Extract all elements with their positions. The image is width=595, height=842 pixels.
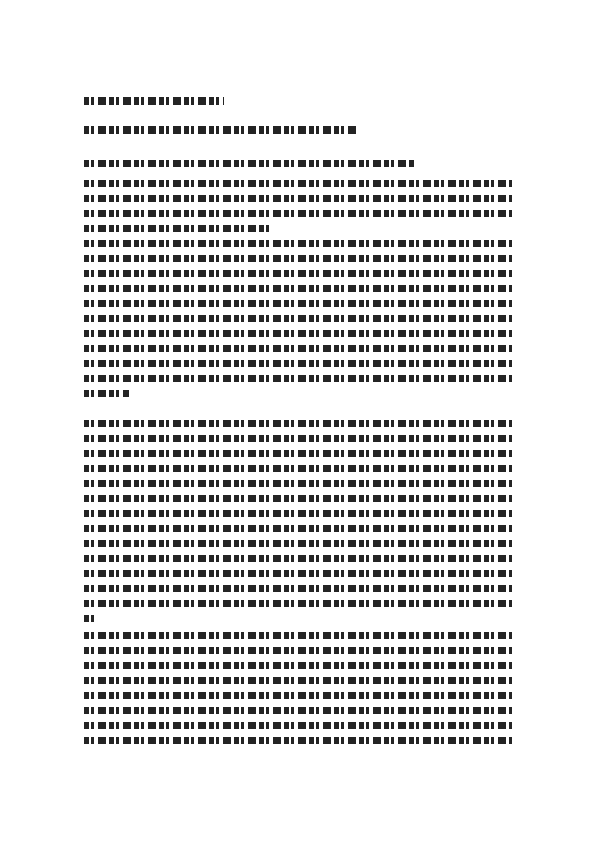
paragraph-line bbox=[84, 480, 512, 487]
paragraph-line bbox=[84, 420, 512, 427]
paragraph-line bbox=[84, 270, 512, 277]
paragraph-line bbox=[84, 180, 512, 187]
paragraph-line bbox=[84, 615, 94, 622]
paragraph-line bbox=[84, 210, 512, 217]
paragraph-line bbox=[84, 360, 512, 367]
paragraph-line bbox=[84, 255, 512, 262]
paragraph-line bbox=[84, 495, 512, 502]
paragraph-line bbox=[84, 390, 129, 397]
subheading-text bbox=[84, 126, 359, 134]
paragraph-line bbox=[84, 435, 512, 442]
paragraph-line bbox=[84, 225, 269, 232]
lead-line-text bbox=[84, 160, 414, 167]
paragraph-line bbox=[84, 662, 512, 669]
paragraph-line bbox=[84, 510, 512, 517]
paragraph-line bbox=[84, 345, 512, 352]
title-text bbox=[84, 97, 224, 105]
paragraph-line bbox=[84, 525, 512, 532]
paragraph-line bbox=[84, 465, 512, 472]
paragraph-line bbox=[84, 555, 512, 562]
paragraph-line bbox=[84, 330, 512, 337]
paragraph-line bbox=[84, 632, 512, 639]
paragraph-line bbox=[84, 315, 512, 322]
paragraph-line bbox=[84, 707, 512, 714]
paragraph-line bbox=[84, 647, 512, 654]
paragraph-line bbox=[84, 450, 512, 457]
paragraph-line bbox=[84, 722, 512, 729]
paragraph-line bbox=[84, 737, 512, 744]
paragraph-line bbox=[84, 300, 512, 307]
paragraph-line bbox=[84, 195, 512, 202]
paragraph-line bbox=[84, 692, 512, 699]
paragraph-line bbox=[84, 570, 512, 577]
paragraph-line bbox=[84, 677, 512, 684]
paragraph-line bbox=[84, 240, 512, 247]
paragraph-line bbox=[84, 285, 512, 292]
paragraph-line bbox=[84, 375, 512, 382]
paragraph-line bbox=[84, 540, 512, 547]
paragraph-line bbox=[84, 600, 512, 607]
paragraph-line bbox=[84, 585, 512, 592]
